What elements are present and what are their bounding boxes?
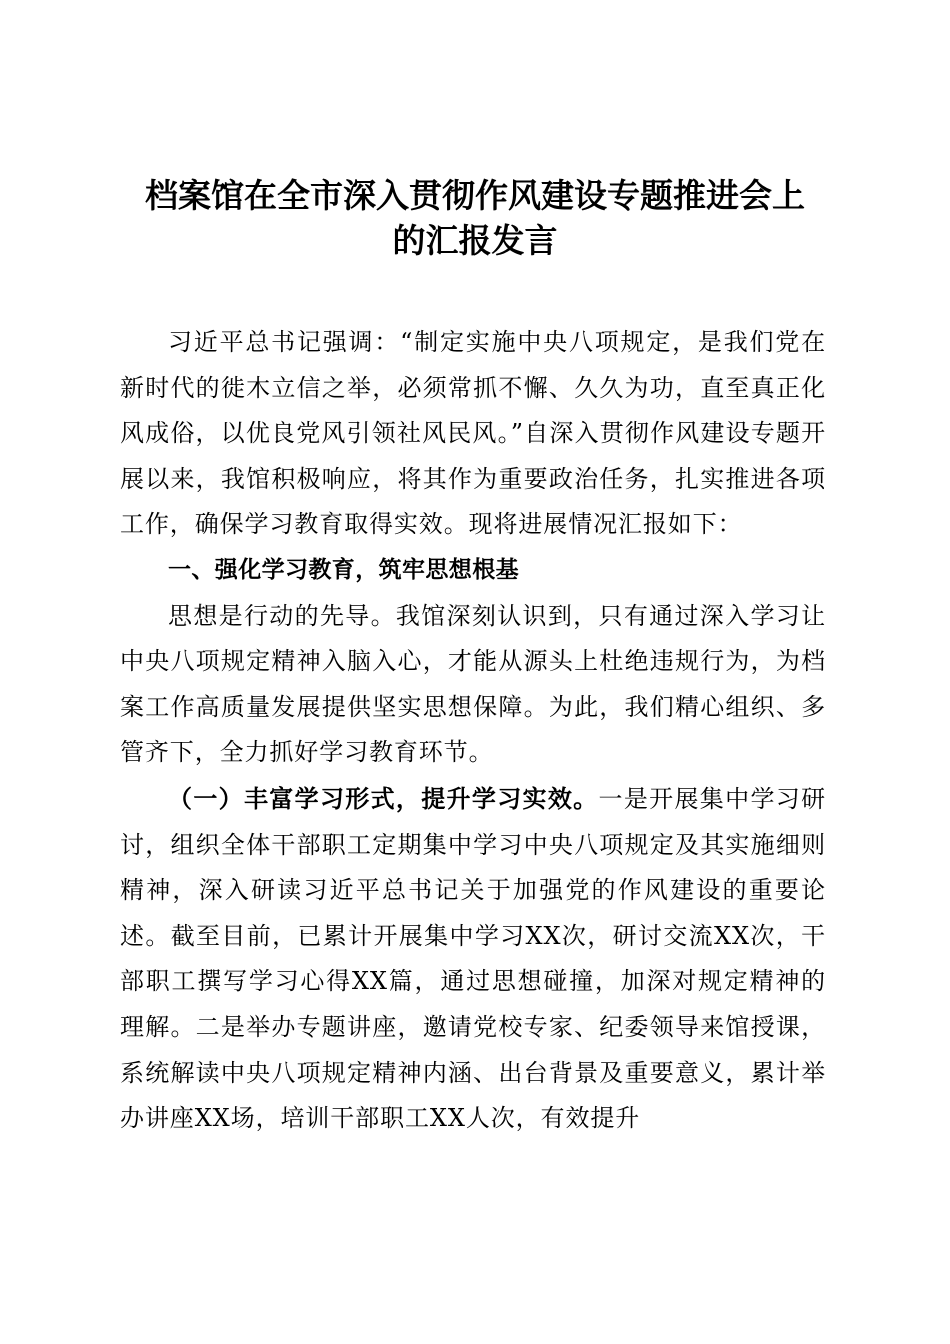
section-1-paragraph: 思想是行动的先导。我馆深刻认识到，只有通过深入学习让中央八项规定精神入脑入心，才能从源头上杜绝违规行为，为档案工作高质量发展提供坚实思想保障。为此，我们精心组织、多管齐下，全力抓好学习教育环节。 [120, 601, 826, 767]
subsection-1-paragraph [120, 776, 826, 1142]
document-title [110, 173, 840, 263]
section-1-heading: 一、强化学习教育，筑牢思想根基 [168, 556, 519, 583]
subsection-1-lead: （一）丰富学习形式，提升学习实效。 [168, 783, 599, 813]
title-line-2: 的汇报发言 [392, 221, 558, 260]
document-body [120, 320, 826, 1142]
title-line-1: 档案馆在全市深入贯彻作风建设专题推进会上 [145, 176, 805, 215]
subsection-1-body: 一是开展集中学习研讨，组织全体干部职工定期集中学习中央八项规定及其实施细则精神，深入研读习近平总书记关于加强党的作风建设的重要论述。截至目前，已累计开展集中学习XX次，研讨交流XX次，干部职工撰写学习心得XX篇，通过思想碰撞，加深对规定精神的理解。二是举办专题讲座，邀请党校专家、纪委领导来馆授课，系统解读中央八项规定精神内涵、出台背景及重要意义，累计举办讲座XX场，培训干部职工XX人次，有效提升 [120, 784, 826, 1133]
intro-paragraph: 习近平总书记强调：“制定实施中央八项规定，是我们党在新时代的徙木立信之举，必须常抓不懈、久久为功，直至真正化风成俗，以优良党风引领社风民风。”自深入贯彻作风建设专题开展以来，我馆积极响应，将其作为重要政治任务，扎实推进各项工作，确保学习教育取得实效。现将进展情况汇报如下： [120, 328, 826, 539]
